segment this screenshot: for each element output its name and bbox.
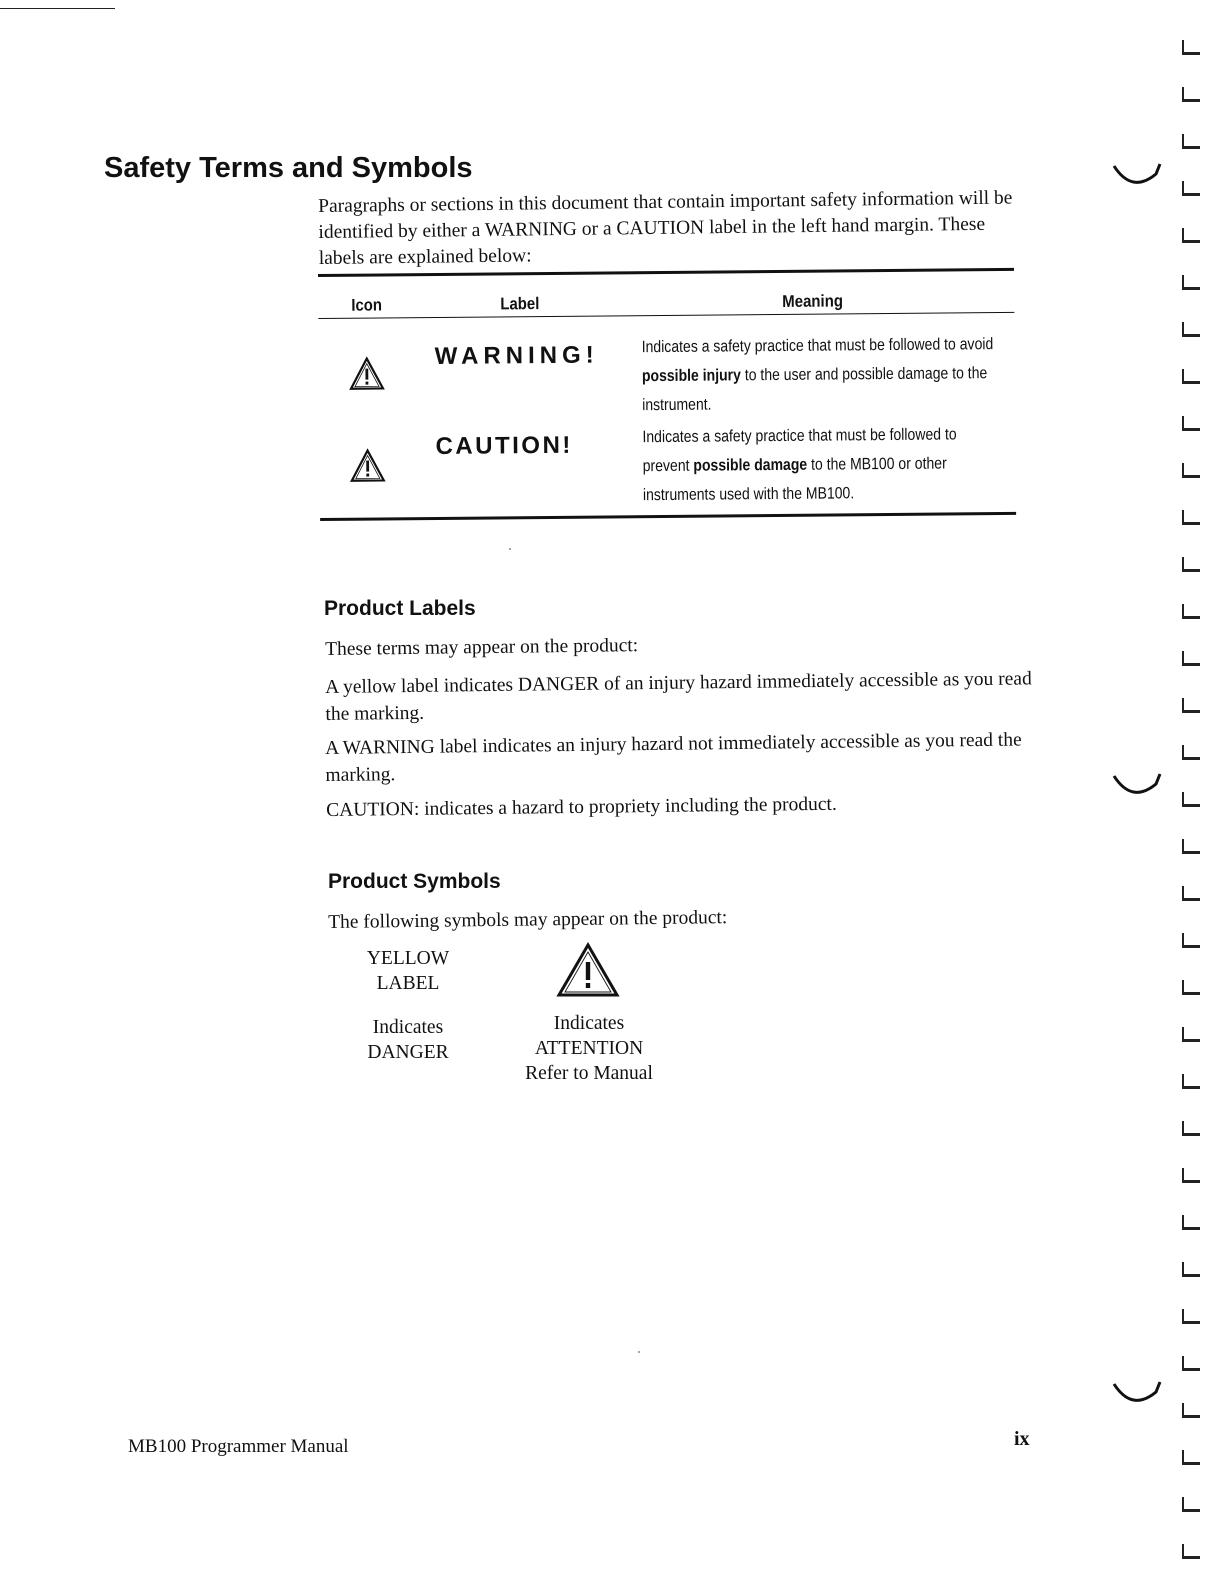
binder-comb-mark [1182,463,1200,478]
caution-label: CAUTION! [435,431,573,460]
binder-ring-curve [1112,1378,1162,1408]
binder-comb-mark [1182,651,1200,666]
binder-comb-mark [1182,228,1200,243]
danger-caption: Indicates DANGER [367,1017,449,1063]
binder-comb-mark [1182,322,1200,337]
binder-comb-mark [1182,839,1200,854]
attention-triangle-icon [556,942,620,998]
binder-comb-mark [1182,40,1200,55]
binder-comb-mark [1182,181,1200,196]
warning-meaning: Indicates a safety practice that must be followed to avoid possible injury to the user and possible damage to the instrument. [641,335,994,415]
binder-comb-mark [1182,1356,1200,1371]
binder-comb-mark [1182,369,1200,384]
product-labels-heading: Product Labels [324,597,476,620]
binder-comb-mark [1182,1309,1200,1324]
binder-comb-mark [1182,275,1200,290]
safety-symbols-table [318,268,1016,524]
product-labels-caution: CAUTION: indicates a hazard to propriety including the product. [326,793,837,821]
intro-paragraph: Paragraphs or sections in this document that contain important safety information will be identified by either a WARNING or a CAUTION label in the left hand margin. These labels are explained below: [318,187,1013,269]
binder-ring-curve [1112,160,1162,190]
table-bottom-rule [320,512,1016,521]
scan-speck [638,1351,640,1353]
binder-comb-mark [1182,1403,1200,1418]
table-header-rule [318,312,1014,319]
binder-comb-mark [1182,1215,1200,1230]
product-labels-warning: A WARNING label indicates an injury hazard not immediately accessible as you read the marking. [325,729,1022,786]
column-header-meaning: Meaning [782,291,844,311]
binder-comb-mark [1182,1074,1200,1089]
binder-comb-mark [1182,1168,1200,1183]
binder-comb-mark [1182,510,1200,525]
table-row-caution [319,420,1015,505]
scan-speck [509,548,511,550]
binder-comb-mark [1182,745,1200,760]
binder-comb-mark [1182,933,1200,948]
product-symbols-heading: Product Symbols [328,870,501,893]
page-title: Safety Terms and Symbols [104,152,473,184]
yellow-label-symbol: YELLOW LABEL [366,948,450,994]
product-labels-yellow: A yellow label indicates DANGER of an injury hazard immediately accessible as you read the marking. [325,668,1032,725]
binder-comb-mark [1182,87,1200,102]
binder-comb-mark [1182,886,1200,901]
binder-comb-mark [1182,1544,1200,1559]
binder-comb-mark [1182,1027,1200,1042]
top-rule [0,8,115,9]
product-labels-intro: These terms may appear on the product: [325,635,639,660]
binder-comb-mark [1182,557,1200,572]
footer-page-number: ix [1014,1428,1030,1450]
binder-comb-mark [1182,604,1200,619]
column-header-icon: Icon [351,295,383,315]
binder-comb-mark [1182,980,1200,995]
binder-comb-mark [1182,134,1200,149]
table-row-warning [319,330,1015,415]
attention-caption: Indicates ATTENTION Refer to Manual [525,1013,653,1084]
warning-triangle-icon [349,355,385,391]
binder-ring-curve [1112,770,1162,800]
binder-comb-mark [1182,416,1200,431]
footer-manual-title: MB100 Programmer Manual [128,1436,349,1457]
caution-triangle-icon [350,447,386,483]
caution-meaning: Indicates a safety practice that must be followed to prevent possible damage to the MB100 or other instruments used with the MB100. [642,425,957,505]
binder-comb-mark [1182,792,1200,807]
binder-comb-mark [1182,698,1200,713]
warning-label: WARNING! [434,341,599,370]
binder-comb-mark [1182,1262,1200,1277]
product-symbols-intro: The following symbols may appear on the product: [328,907,728,933]
binder-comb-mark [1182,1497,1200,1512]
binder-edge [1178,0,1213,1574]
binder-comb-mark [1182,1121,1200,1136]
binder-comb-mark [1182,1450,1200,1465]
column-header-label: Label [500,294,540,314]
